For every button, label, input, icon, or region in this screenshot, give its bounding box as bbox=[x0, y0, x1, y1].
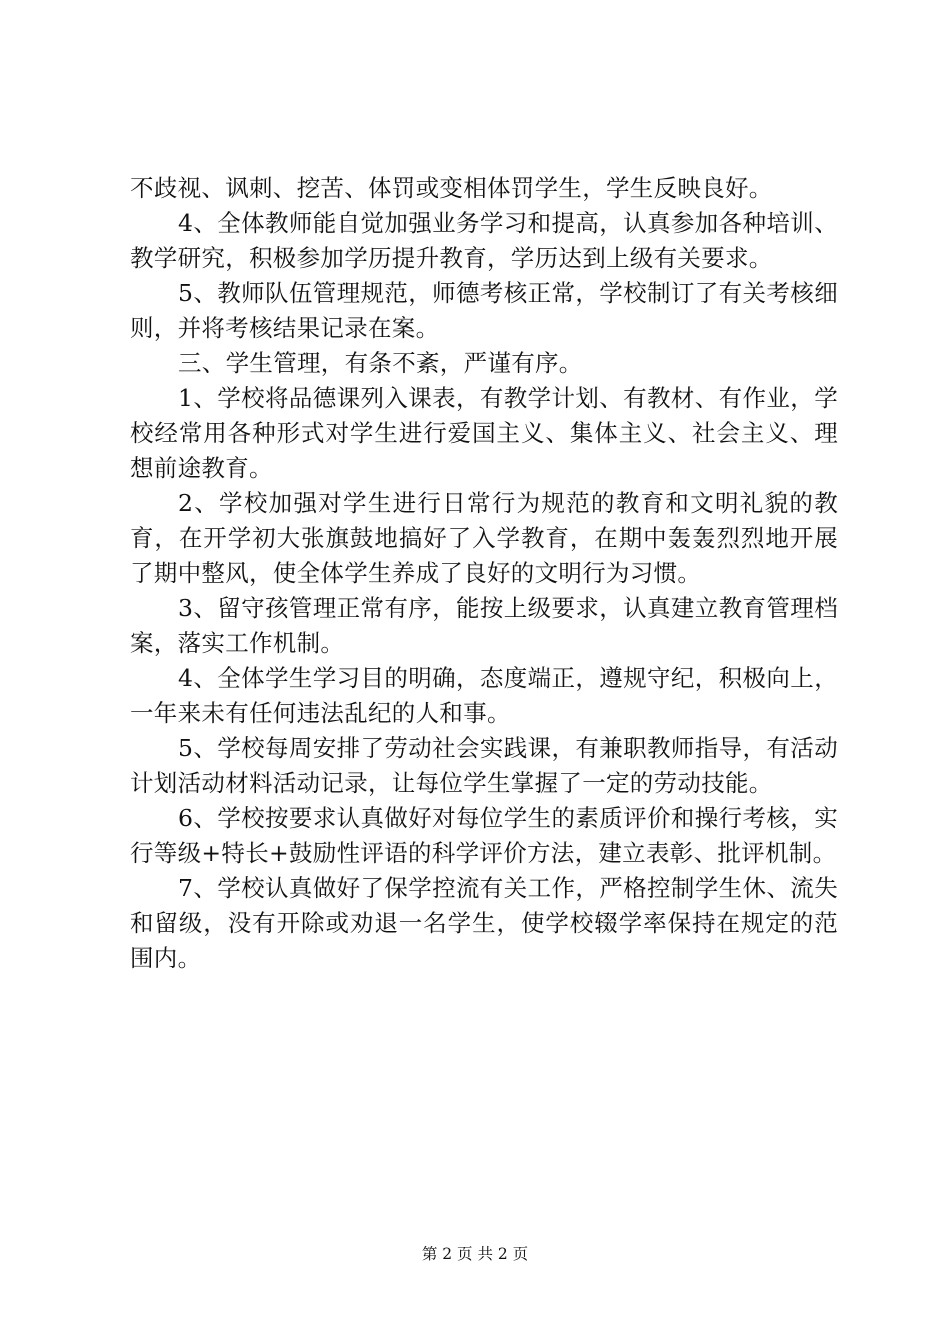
paragraph-dropout-control: 7、学校认真做好了保学控流有关工作，严格控制学生休、流失和留级，没有开除或劝退一名学生，使学校辍学率保持在规定的范围内。 bbox=[130, 874, 838, 972]
page-number-footer: 第 2 页 共 2 页 bbox=[421, 1245, 529, 1263]
paragraph-moral-education: 1、学校将品德课列入课表，有教学计划、有教材、有作业，学校经常用各种形式对学生进行爱国主义、集体主义、社会主义、理想前途教育。 bbox=[130, 384, 838, 482]
paragraph-continuation: 不歧视、讽刺、挖苦、体罚或变相体罚学生，学生反映良好。 bbox=[130, 174, 773, 202]
paragraph-student-attitude: 4、全体学生学习目的明确，态度端正，遵规守纪，积极向上，一年来未有任何违法乱纪的人和事。 bbox=[130, 664, 838, 727]
paragraph-behavior-norms: 2、学校加强对学生进行日常行为规范的教育和文明礼貌的教育，在开学初大张旗鼓地搞好了入学教育，在期中轰轰烈烈地开展了期中整风，使全体学生养成了良好的文明行为习惯。 bbox=[130, 489, 838, 587]
section-heading-student-management: 三、学生管理，有条不紊，严谨有序。 bbox=[178, 349, 583, 377]
document-body bbox=[130, 171, 838, 976]
paragraph-teacher-management: 5、教师队伍管理规范，师德考核正常，学校制订了有关考核细则，并将考核结果记录在案。 bbox=[130, 279, 838, 342]
paragraph-labor-practice: 5、学校每周安排了劳动社会实践课，有兼职教师指导，有活动计划活动材料活动记录，让每位学生掌握了一定的劳动技能。 bbox=[130, 734, 838, 797]
paragraph-teacher-study: 4、全体教师能自觉加强业务学习和提高，认真参加各种培训、教学研究，积极参加学历提升教育，学历达到上级有关要求。 bbox=[130, 209, 838, 272]
paragraph-left-behind-children: 3、留守孩管理正常有序，能按上级要求，认真建立教育管理档案，落实工作机制。 bbox=[130, 594, 838, 657]
paragraph-quality-evaluation: 6、学校按要求认真做好对每位学生的素质评价和操行考核，实行等级+特长+鼓励性评语的科学评价方法，建立表彰、批评机制。 bbox=[130, 804, 838, 867]
